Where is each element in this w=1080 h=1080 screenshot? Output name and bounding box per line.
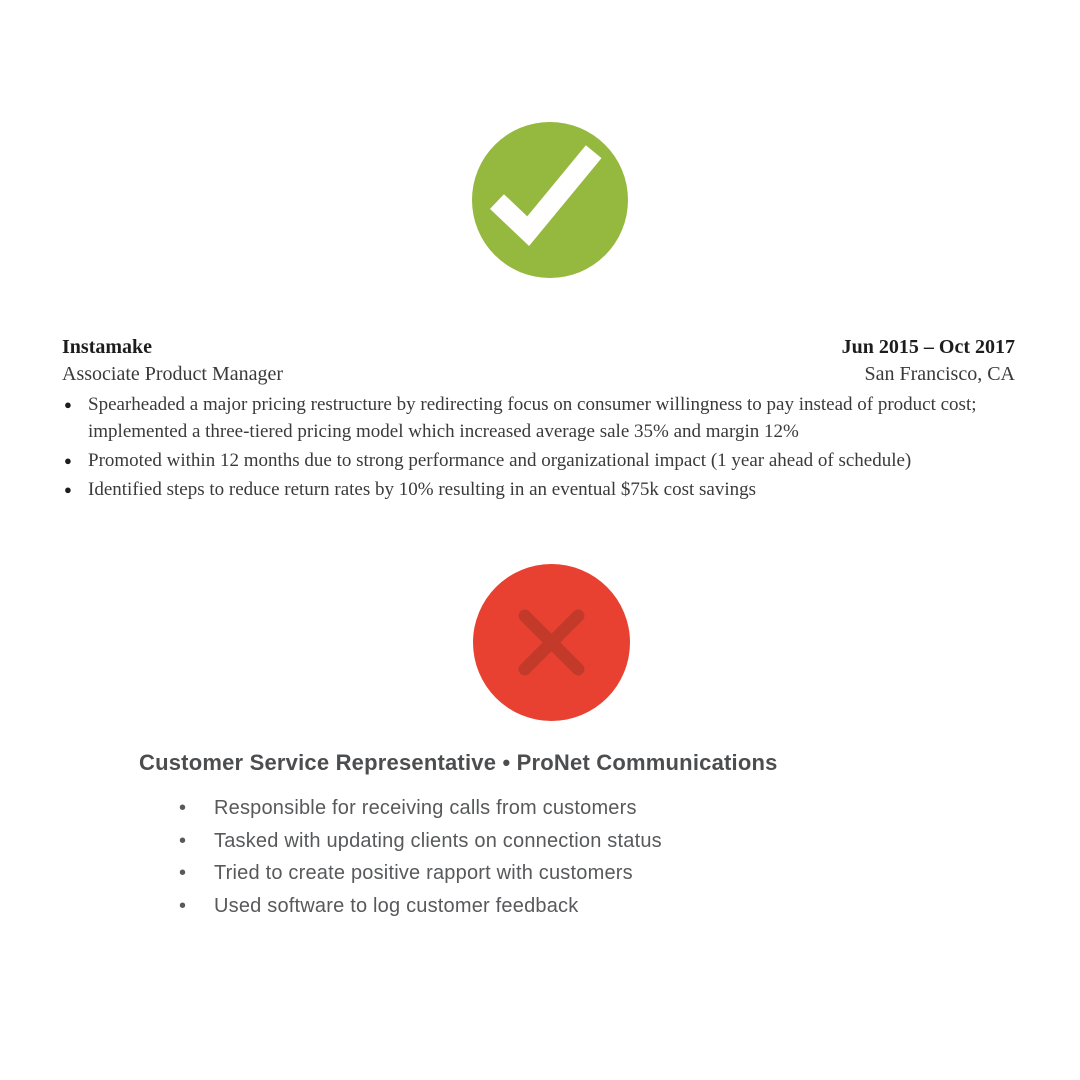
cross-icon bbox=[473, 564, 630, 721]
job-title: Associate Product Manager bbox=[62, 363, 284, 385]
cross-circle-icon bbox=[473, 564, 630, 721]
bad-bullet-item: • Tasked with updating clients on connection status bbox=[139, 825, 939, 858]
bad-bullet-item: • Tried to create positive rapport with customers bbox=[139, 857, 939, 890]
good-bullet-item: ● Spearheaded a major pricing restructure by redirecting focus on consumer willingness to pay instead of product cost; implemented a three-tiered pricing model which increased average sale 35% and margin 12% bbox=[62, 391, 1015, 445]
bad-resume-example bbox=[139, 750, 939, 922]
good-example-header-row bbox=[62, 334, 1015, 361]
good-example-subheader-row bbox=[62, 361, 1015, 388]
bad-example-heading: Customer Service Representative • ProNet Communications bbox=[139, 750, 778, 775]
bad-bullet-item: • Responsible for receiving calls from customers bbox=[139, 792, 939, 825]
good-bullet-item: ● Promoted within 12 months due to strong performance and organizational impact (1 year ahead of schedule) bbox=[62, 447, 1015, 474]
job-location: San Francisco, CA bbox=[864, 363, 1015, 385]
bad-bullet-item: • Used software to log customer feedback bbox=[139, 890, 939, 923]
good-resume-example bbox=[62, 334, 1015, 505]
company-name: Instamake bbox=[62, 336, 153, 358]
bad-example-bullet-list bbox=[139, 792, 939, 922]
check-circle-icon bbox=[472, 122, 628, 278]
good-example-bullet-list bbox=[62, 391, 1015, 503]
check-icon bbox=[472, 122, 628, 278]
employment-dates: Jun 2015 – Oct 2017 bbox=[841, 336, 1015, 358]
good-bullet-item: ● Identified steps to reduce return rates by 10% resulting in an eventual $75k cost savings bbox=[62, 476, 1015, 503]
